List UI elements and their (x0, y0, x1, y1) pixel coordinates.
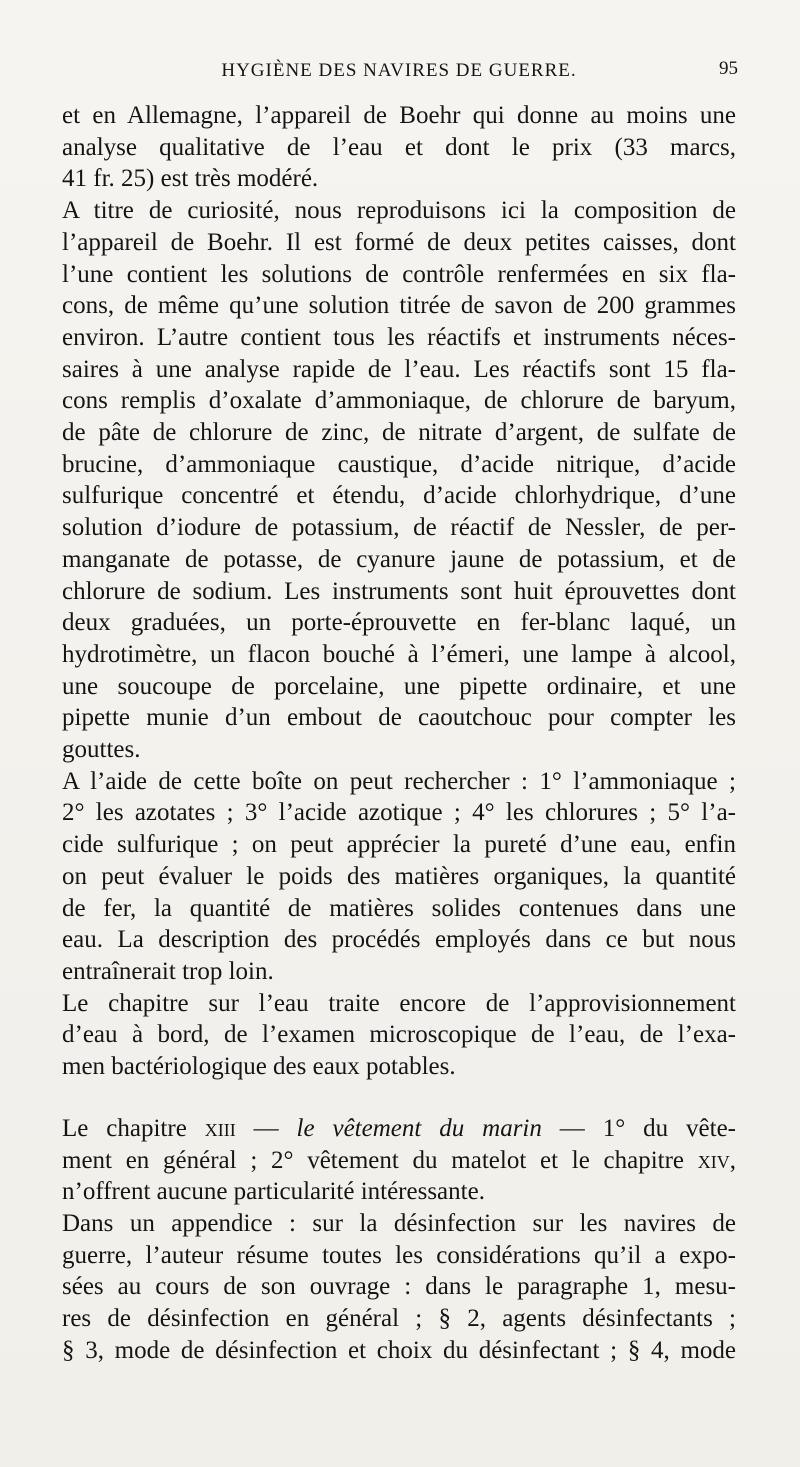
text-line: A titre de curiosité, nous reproduisons ici la composition de (62, 197, 736, 225)
text-line: cons remplis d’oxalate d’ammoniaque, de chlorure de baryum, (62, 387, 736, 415)
text-line: on peut évaluer le poids des matières organiques, la quantité (62, 862, 736, 890)
paragraph-water-chapter (62, 988, 736, 1083)
text-line: solution d’iodure de potassium, de réactif de Nessler, de per- (62, 514, 736, 542)
text-line: eau. La description des procédés employés dans ce but nous (62, 926, 736, 954)
chapter-title: le vêtement du marin (296, 1114, 542, 1142)
paragraph-analysis (62, 766, 736, 988)
text-line: A l’aide de cette boîte on peut rechercher : 1° l’ammoniaque ; (62, 767, 736, 795)
text-line: l’appareil de Boehr. Il est formé de deux petites caisses, dont (62, 228, 736, 256)
page-number: 95 (719, 58, 738, 79)
text-line: de fer, la quantité de matières solides contenues dans une (62, 894, 736, 922)
text-run: — (235, 1114, 297, 1142)
section-gap (62, 1083, 736, 1113)
text-line: et en Allemagne, l’appareil de Boehr qui donne au moins une (62, 102, 736, 129)
text-line: sulfurique concentré et étendu, d’acide chlorhydrique, d’une (62, 482, 736, 510)
body-text (62, 100, 736, 1366)
text-line: n’offrent aucune particularité intéressante. (62, 1178, 485, 1206)
text-line: men bactériologique des eaux potables. (62, 1053, 456, 1081)
text-line: de pâte de chlorure de zinc, de nitrate d’argent, de sulfate de (62, 419, 736, 447)
text-line: manganate de potasse, de cyanure jaune de potassium, et de (62, 545, 736, 573)
text-line: cons, de même qu’une solution titrée de savon de 200 grammes (62, 292, 736, 320)
roman-numeral: xiii (204, 1114, 236, 1142)
text-line: une soucoupe de porcelaine, une pipette ordinaire, et une (62, 672, 736, 700)
text-line: entraînerait trop loin. (62, 957, 274, 985)
text-line: environ. L’autre contient tous les réactifs et instruments néces- (62, 323, 736, 351)
text-line: Dans un appendice : sur la désinfection sur les navires de (62, 1209, 736, 1237)
text-line: guerre, l’auteur résume toutes les considérations qu’il a expo- (62, 1241, 736, 1269)
text-run: ment en général ; 2° vêtement du matelot et le chapitre (62, 1146, 698, 1174)
text-line: deux graduées, un porte-éprouvette en fer-blanc laqué, un (62, 609, 736, 637)
text-line: analyse qualitative de l’eau et dont le prix (33 marcs, (62, 133, 736, 161)
text-line: d’eau à bord, de l’examen microscopique de l’eau, de l’exa- (62, 1021, 736, 1049)
text-line: § 3, mode de désinfection et choix du désinfectant ; § 4, mode (62, 1336, 736, 1364)
page-header (60, 60, 738, 90)
paragraph-appendix (62, 1208, 736, 1367)
text-line (62, 1145, 736, 1177)
text-line: hydrotimètre, un flacon bouché à l’émeri, une lampe à alcool, (62, 640, 736, 668)
text-line: res de désinfection en général ; § 2, agents désinfectants ; (62, 1305, 736, 1333)
text-line: pipette munie d’un embout de caoutchouc pour compter les (62, 704, 736, 732)
text-line: gouttes. (62, 736, 141, 764)
text-line: cide sulfurique ; on peut apprécier la pureté d’une eau, enfin (62, 831, 736, 859)
text-line: brucine, d’ammoniaque caustique, d’acide nitrique, d’acide (62, 450, 736, 478)
text-line: sées au cours de son ouvrage : dans le paragraphe 1, mesu- (62, 1273, 736, 1301)
text-line: 2° les azotates ; 3° l’acide azotique ; 4° les chlorures ; 5° l’a- (62, 799, 736, 827)
paragraph-boehr-apparatus (62, 195, 736, 766)
text-run: , (729, 1146, 736, 1174)
paragraph-continuation (62, 100, 736, 195)
text-line (62, 1113, 736, 1145)
text-line: Le chapitre sur l’eau traite encore de l’approvisionnement (62, 989, 736, 1017)
running-head: HYGIÈNE DES NAVIRES DE GUERRE. (221, 60, 577, 81)
text-line: saires à une analyse rapide de l’eau. Les réactifs sont 15 fla- (62, 355, 736, 383)
text-line: l’une contient les solutions de contrôle renfermées en six fla- (62, 260, 736, 288)
text-line: chlorure de sodium. Les instruments sont huit éprouvettes dont (62, 577, 736, 605)
text-run: Le chapitre (62, 1114, 205, 1142)
paragraph-chapter-xiii (62, 1113, 736, 1208)
roman-numeral: xiv (697, 1146, 730, 1174)
text-line: 41 fr. 25) est très modéré. (62, 165, 319, 193)
text-run: — 1° du vête- (541, 1114, 737, 1142)
